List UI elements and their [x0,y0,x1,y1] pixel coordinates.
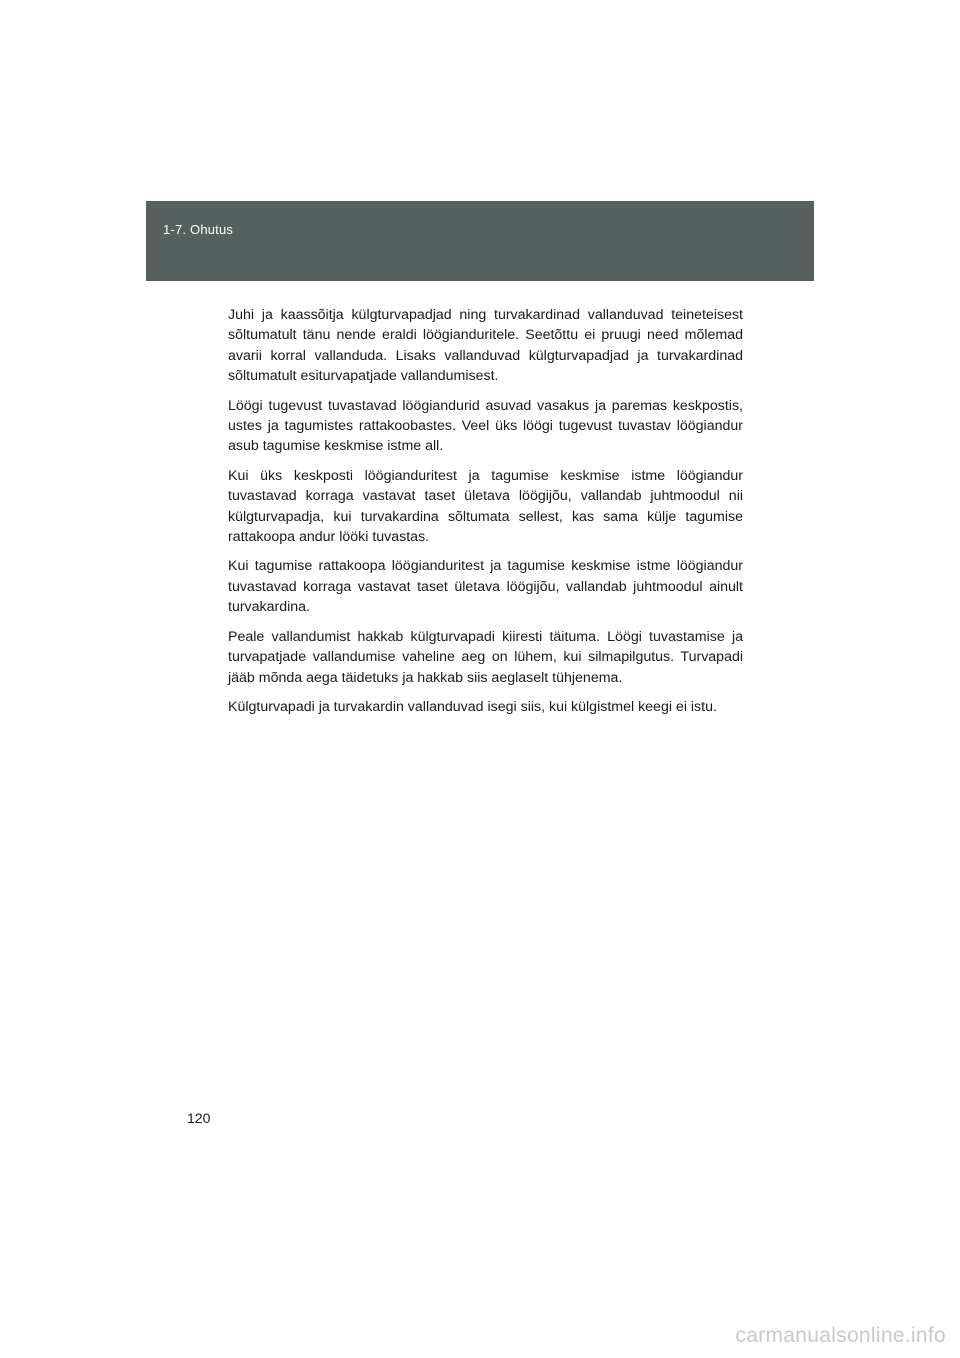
page-number: 120 [187,1110,211,1126]
body-text [228,305,743,726]
paragraph: Külgturvapadi ja turvakardin vallanduvad isegi siis, kui külgistmel keegi ei istu. [228,698,717,715]
section-title: 1-7. Ohutus [163,222,234,237]
paragraph: Juhi ja kaassõitja külgturvapadjad ning turvakardinad vallanduvad teineteisest sõltumatult tänu nende eraldi löögianduritele. Seetõttu ei pruugi need mõlemad avarii korral vallanduda. Lisaks vallanduvad külgturvapadjad ja turvakardinad sõltumatult esiturvapatjade vallandumisest. [228,307,743,385]
paragraph: Peale vallandumist hakkab külgturvapadi kiiresti täituma. Löögi tuvastamise ja turvapatjade vallandumise vaheline aeg on lühem, kui silmapilgutus. Turvapadi jääb mõnda aega täidetuks ja hakkab siis aeglaselt tühjenema. [228,628,743,686]
section-header-band [146,201,814,281]
watermark: carmanualsonline.info [735,1324,946,1347]
paragraph: Löögi tugevust tuvastavad löögiandurid asuvad vasakus ja paremas keskpostis, ustes ja tagumistes rattakoobastes. Veel üks löögi tugevust tuvastav löögiandur asub tagumise keskmise istme all. [228,397,743,455]
paragraph: Kui üks keskposti löögianduritest ja tagumise keskmise istme löögiandur tuvastavad korraga vastavat taset ületava löögijõu, vallandab juhtmoodul nii külgturvapadja, kui turvakardina sõltumata sellest, kas sama külje tagumise rattakoopa andur lööki tuvastas. [228,467,743,546]
paragraph: Kui tagumise rattakoopa löögianduritest ja tagumise keskmise istme löögiandur tuvastavad korraga vastavat taset ületava löögijõu, vallandab juhtmoodul ainult turvakardina. [228,558,743,616]
